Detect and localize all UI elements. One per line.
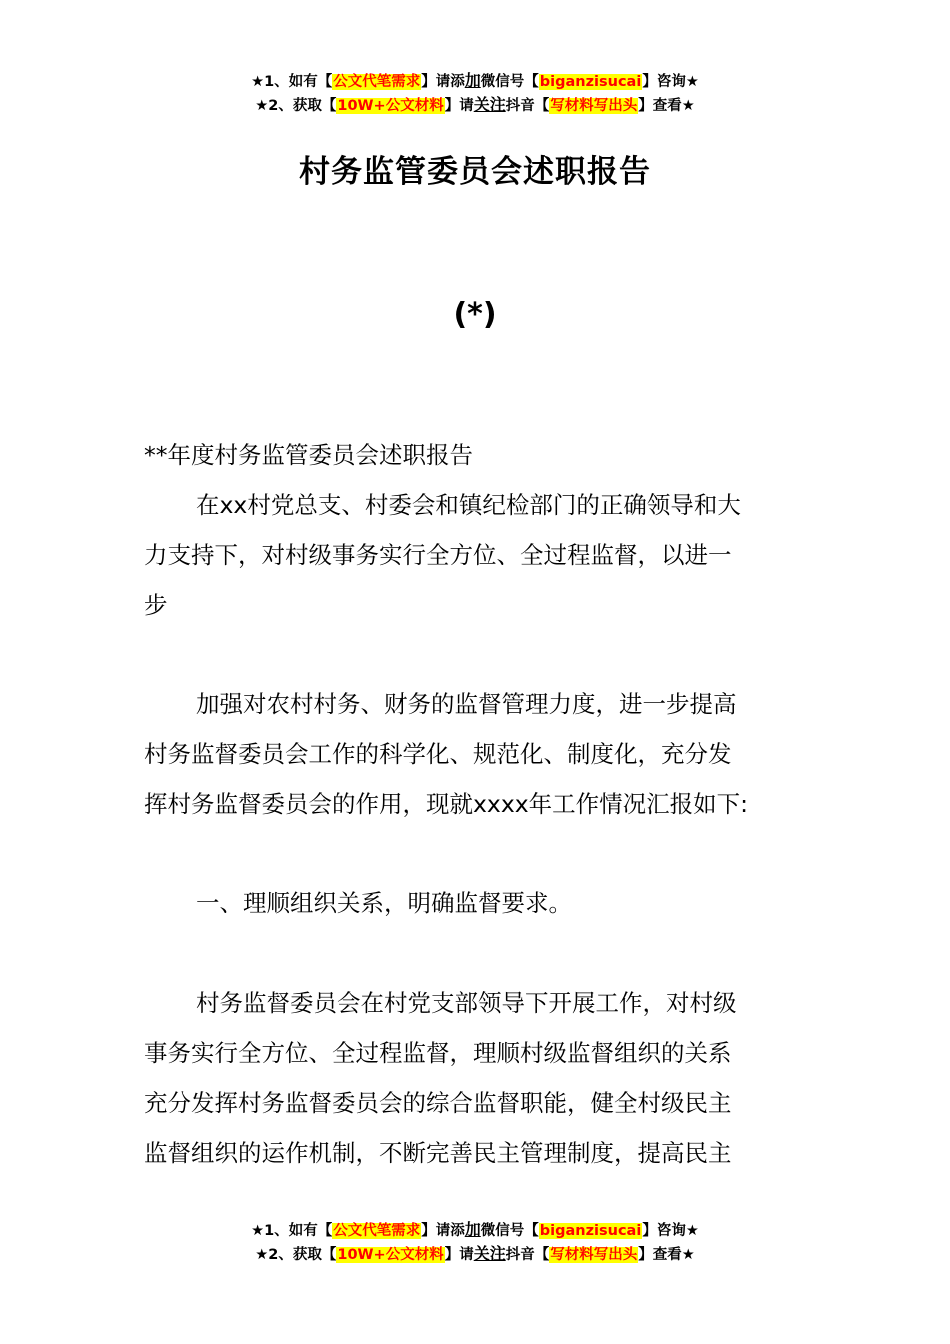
banner-line-2 (0, 93, 950, 117)
body-line: 挥村务监督委员会的作用，现就xxxx年工作情况汇报如下: (144, 790, 749, 818)
banner-line-1 (0, 1218, 950, 1242)
document-section-heading-block (144, 878, 809, 928)
banner-text: 】请添 (421, 74, 465, 90)
banner-text: 】咨询★ (642, 1223, 699, 1239)
body-line: 充分发挥村务监督委员会的综合监督职能，健全村级民主 (144, 1089, 732, 1117)
body-line: 在xx村党总支、村委会和镇纪检部门的正确领导和大 (196, 491, 741, 519)
wechat-id-highlight: biganzisucai (539, 74, 642, 90)
underlined-text: 加 (464, 1220, 481, 1239)
underlined-text: 关注 (473, 95, 506, 114)
highlight-text: 公文代笔需求 (333, 74, 421, 90)
banner-text: 】查看★ (638, 98, 695, 114)
banner-text: 】查看★ (638, 1247, 695, 1263)
body-line: 力支持下，对村级事务实行全方位、全过程监督，以进一 (144, 541, 732, 569)
wechat-id-highlight: biganzisucai (539, 1223, 642, 1239)
banner-text: 抖音【 (505, 98, 550, 114)
banner-text: 微信号【 (480, 1223, 539, 1239)
banner-line-2 (0, 1242, 950, 1266)
section-heading: 一、理顺组织关系，明确监督要求。 (196, 889, 572, 917)
document-body-block-1 (144, 430, 809, 630)
body-line: 步 (144, 591, 168, 619)
douyin-id-highlight: 写材料写出头 (550, 98, 638, 114)
underlined-text: 关注 (473, 1244, 506, 1263)
header-banner (0, 69, 950, 117)
banner-text: ★2、获取【 (255, 1247, 337, 1263)
banner-text: 】请 (444, 1247, 474, 1263)
body-line: **年度村务监管委员会述职报告 (144, 441, 473, 469)
douyin-id-highlight: 写材料写出头 (550, 1247, 638, 1263)
body-line: 监督组织的运作机制，不断完善民主管理制度，提高民主 (144, 1139, 732, 1167)
body-line: 事务实行全方位、全过程监督，理顺村级监督组织的关系 (144, 1039, 732, 1067)
document-subtitle-mark: (*) (453, 297, 497, 332)
document-title: 村务监管委员会述职报告 (299, 154, 651, 190)
highlight-text: 10W+公文材料 (337, 98, 444, 114)
underlined-text: 加 (464, 71, 481, 90)
banner-text: 微信号【 (480, 74, 539, 90)
banner-text: ★1、如有【 (251, 74, 333, 90)
banner-text: ★2、获取【 (255, 98, 337, 114)
banner-text: 抖音【 (505, 1247, 550, 1263)
document-body-block-2 (144, 679, 809, 829)
body-line: 加强对农村村务、财务的监督管理力度，进一步提高 (196, 690, 737, 718)
document-body-block-3 (144, 978, 809, 1178)
body-line: 村务监督委员会工作的科学化、规范化、制度化，充分发 (144, 740, 732, 768)
body-line: 村务监督委员会在村党支部领导下开展工作，对村级 (196, 989, 737, 1017)
banner-text: 】请添 (421, 1223, 465, 1239)
footer-banner (0, 1218, 950, 1266)
banner-line-1 (0, 69, 950, 93)
highlight-text: 10W+公文材料 (337, 1247, 444, 1263)
highlight-text: 公文代笔需求 (333, 1223, 421, 1239)
banner-text: 】咨询★ (642, 74, 699, 90)
banner-text: 】请 (444, 98, 474, 114)
banner-text: ★1、如有【 (251, 1223, 333, 1239)
